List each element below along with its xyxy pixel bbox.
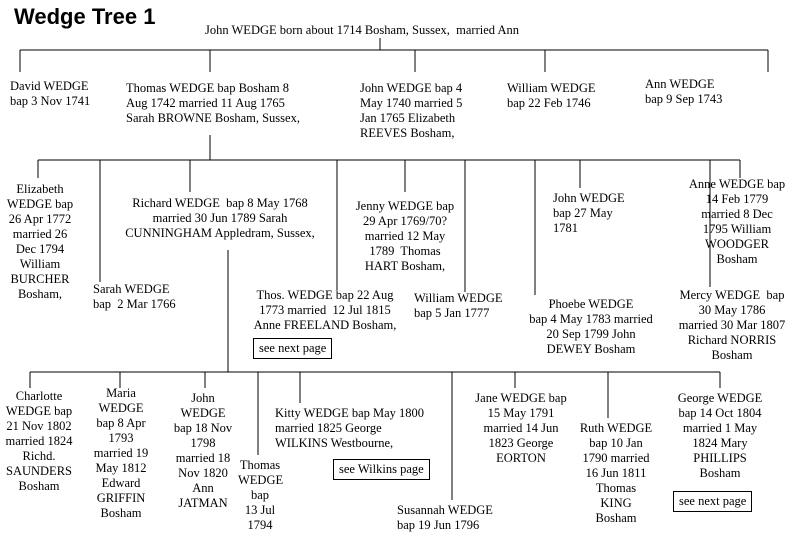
see-next-page-link-george[interactable]: see next page [673, 491, 752, 512]
see-next-page-link-thos[interactable]: see next page [253, 338, 332, 359]
person-thos-wedge-1773: Thos. WEDGE bap 22 Aug 1773 married 12 Jul 1815 Anne FREELAND Bosham, [253, 288, 397, 332]
person-john-wedge-1781: John WEDGE bap 27 May 1781 [553, 191, 625, 235]
person-jane-wedge: Jane WEDGE bap 15 May 1791 married 14 Jun 1823 George EORTON [475, 391, 567, 465]
person-david-wedge: David WEDGE bap 3 Nov 1741 [10, 79, 91, 108]
person-ruth-wedge: Ruth WEDGE bap 10 Jan 1790 married 16 Jun 1811 Thomas KING Bosham [579, 421, 653, 525]
person-john-wedge-1740: John WEDGE bap 4 May 1740 married 5 Jan 1765 Elizabeth REEVES Bosham, [360, 81, 463, 140]
person-elizabeth-wedge: Elizabeth WEDGE bap 26 Apr 1772 married 26 Dec 1794 William BURCHER Bosham, [6, 182, 74, 301]
person-anne-wedge-1779: Anne WEDGE bap 14 Feb 1779 married 8 Dec 1795 William WOODGER Bosham [688, 177, 786, 266]
person-phoebe-wedge: Phoebe WEDGE bap 4 May 1783 married 20 Sep 1799 John DEWEY Bosham [529, 297, 653, 356]
person-john-wedge-1798: John WEDGE bap 18 Nov 1798 married 18 Nov 1820 Ann JATMAN [173, 391, 233, 510]
person-mercy-wedge: Mercy WEDGE bap 30 May 1786 married 30 Mar 1807 Richard NORRIS Bosham [678, 288, 786, 362]
person-susannah-wedge: Susannah WEDGE bap 19 Jun 1796 [397, 503, 493, 532]
person-george-wedge: George WEDGE bap 14 Oct 1804 married 1 May 1824 Mary PHILLIPS Bosham [677, 391, 763, 480]
person-ann-wedge-1743: Ann WEDGE bap 9 Sep 1743 [645, 77, 723, 106]
person-william-wedge-1777: William WEDGE bap 5 Jan 1777 [414, 291, 503, 320]
person-thomas-wedge-1794: Thomas WEDGE bap 13 Jul 1794 [238, 458, 284, 532]
person-charlotte-wedge: Charlotte WEDGE bap 21 Nov 1802 married 1824 Richd. SAUNDERS Bosham [5, 389, 73, 493]
see-wilkins-page-link[interactable]: see Wilkins page [333, 459, 430, 480]
person-richard-wedge-1768: Richard WEDGE bap 8 May 1768 married 30 Jun 1789 Sarah CUNNINGHAM Appledram, Sussex, [125, 196, 315, 240]
page-title: Wedge Tree 1 [14, 4, 156, 29]
person-kitty-wedge: Kitty WEDGE bap May 1800 married 1825 George WILKINS Westbourne, [275, 406, 425, 450]
person-sarah-wedge: Sarah WEDGE bap 2 Mar 1766 [93, 282, 176, 311]
root-person-john-wedge-1714: John WEDGE born about 1714 Bosham, Sussex, married Ann [205, 23, 519, 37]
person-thomas-wedge-1742: Thomas WEDGE bap Bosham 8 Aug 1742 married 11 Aug 1765 Sarah BROWNE Bosham, Sussex, [126, 81, 300, 125]
person-jenny-wedge: Jenny WEDGE bap 29 Apr 1769/70? married 12 May 1789 Thomas HART Bosham, [355, 199, 455, 273]
person-maria-wedge: Maria WEDGE bap 8 Apr 1793 married 19 May 1812 Edward GRIFFIN Bosham [93, 386, 149, 520]
person-william-wedge-1746: William WEDGE bap 22 Feb 1746 [507, 81, 596, 110]
